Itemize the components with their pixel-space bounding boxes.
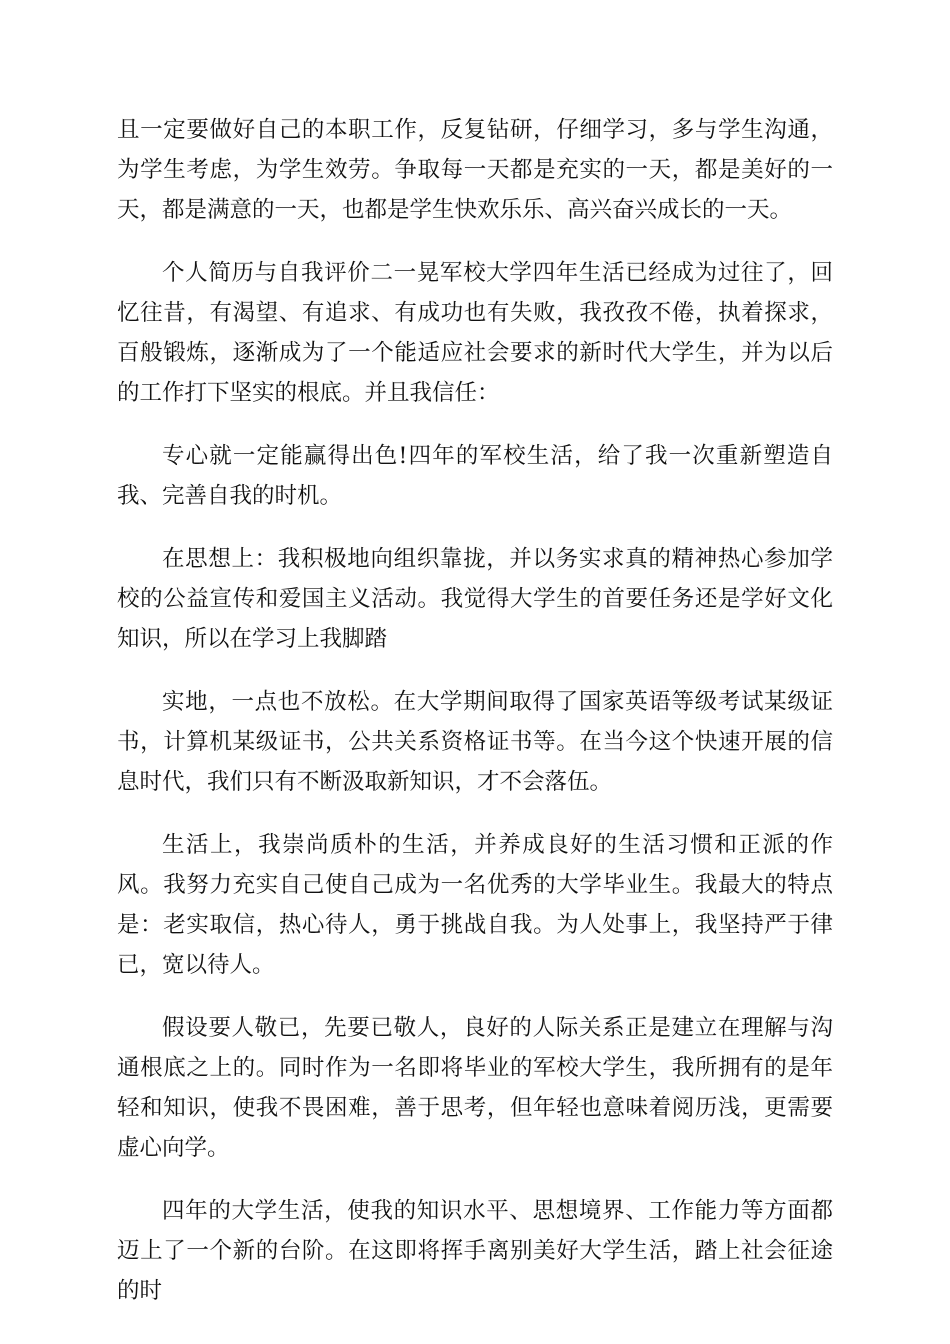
document-body: [117, 110, 833, 1334]
paragraph-1: 且一定要做好自己的本职工作，反复钻研，仔细学习，多与学生沟通，为学生考虑，为学生效劳。争取每一天都是充实的一天，都是美好的一天，都是满意的一天，也都是学生快欢乐乐、高兴奋兴成长的一天。: [117, 117, 833, 223]
paragraph-4: 在思想上：我积极地向组织靠拢，并以务实求真的精神热心参加学校的公益宣传和爱国主义活动。我觉得大学生的首要任务还是学好文化知识，所以在学习上我脚踏: [117, 546, 833, 652]
paragraph-7: 假设要人敬已，先要已敬人，良好的人际关系正是建立在理解与沟通根底之上的。同时作为一名即将毕业的军校大学生，我所拥有的是年轻和知识，使我不畏困难，善于思考，但年轻也意味着阅历浅，更需要虚心向学。: [117, 1015, 833, 1161]
paragraph-6: 生活上，我崇尚质朴的生活，并养成良好的生活习惯和正派的作风。我努力充实自己使自己成为一名优秀的大学毕业生。我最大的特点是：老实取信，热心待人，勇于挑战自我。为人处事上，我坚持严于律已，宽以待人。: [117, 832, 833, 978]
paragraph-2: 个人简历与自我评价二一晃军校大学四年生活已经成为过往了，回忆往昔，有渴望、有追求、有成功也有失败，我孜孜不倦，执着探求，百般锻炼，逐渐成为了一个能适应社会要求的新时代大学生，并为以后的工作打下坚实的根底。并且我信任：: [117, 260, 833, 406]
paragraph-3: 专心就一定能赢得出色!四年的军校生活，给了我一次重新塑造自我、完善自我的时机。: [117, 443, 833, 509]
paragraph-5: 实地，一点也不放松。在大学期间取得了国家英语等级考试某级证书，计算机某级证书，公共关系资格证书等。在当今这个快速开展的信息时代，我们只有不断汲取新知识，才不会落伍。: [117, 689, 833, 795]
paragraph-8: 四年的大学生活，使我的知识水平、思想境界、工作能力等方面都迈上了一个新的台阶。在这即将挥手离别美好大学生活，踏上社会征途的时: [117, 1198, 833, 1304]
